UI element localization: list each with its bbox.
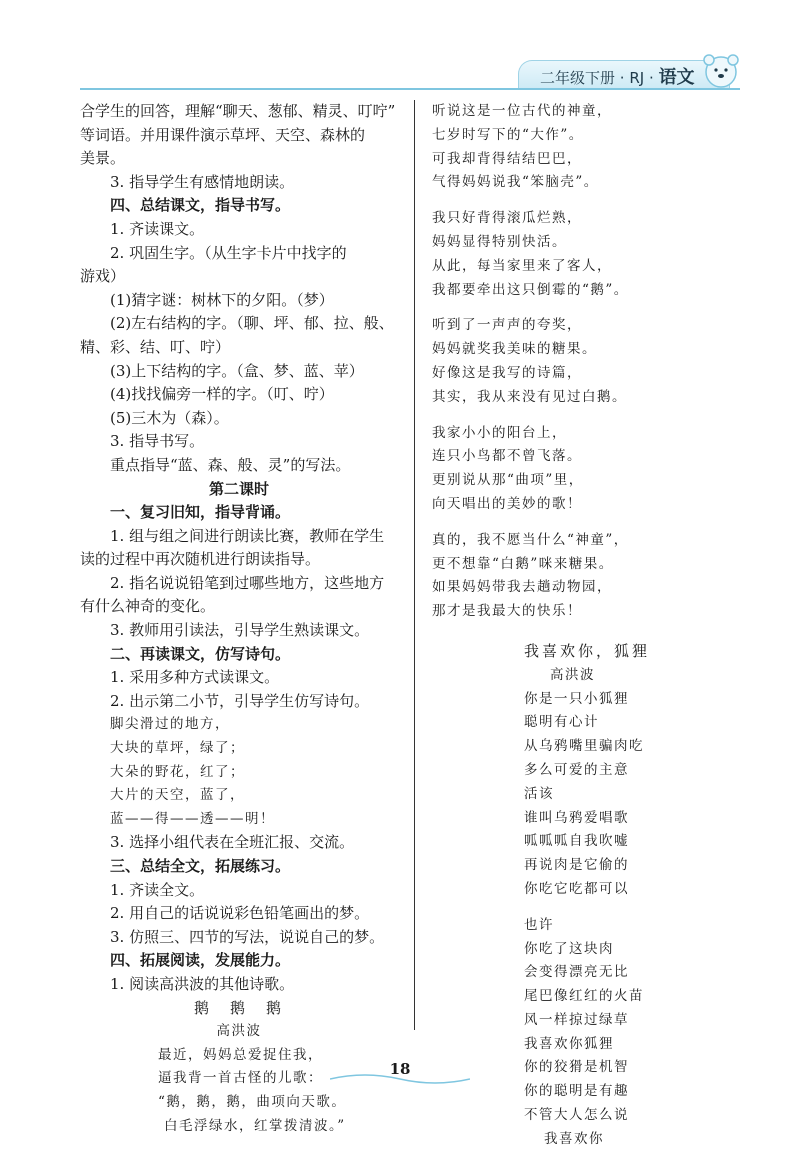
poem-line: 白毛浮绿水，红掌拨清波。”: [164, 1117, 346, 1134]
right-column: [432, 100, 732, 1152]
subject-label: 语文: [658, 67, 695, 88]
poem-line: 大片的天空，蓝了，: [110, 787, 245, 804]
poem-line: 逼我背一首古怪的儿歌：: [158, 1070, 323, 1087]
poem-line: 气得妈妈说我“笨脑壳”。: [432, 174, 599, 191]
poem-line: 呱呱呱自我吹嘘: [524, 833, 629, 850]
poem-line: 聪明有心计: [524, 714, 599, 731]
text-line: 重点指导“蓝、森、般、灵”的写法。: [110, 455, 351, 474]
text-line: (4)找找偏旁一样的字。（叮、咛）: [110, 385, 334, 404]
separator: ·: [649, 69, 654, 87]
lesson-title: 第二课时: [208, 479, 269, 498]
text-line: 1. 阅读高洪波的其他诗歌。: [110, 974, 295, 993]
poem-line: 大朵的野花，红了；: [110, 763, 245, 780]
poem-line: 从此，每当家里来了客人，: [432, 257, 612, 274]
text-line: 1. 齐读课文。: [110, 219, 205, 238]
poem-line: 更别说从那“曲项”里，: [432, 472, 584, 489]
text-line: 1. 组与组之间进行朗读比赛，教师在学生: [110, 526, 385, 545]
header-rule: [80, 88, 740, 90]
poem-line: 大块的草坪，绿了；: [110, 740, 245, 757]
text-line: 1. 采用多种方式读课文。: [110, 668, 280, 687]
book-grade: 二年级下册: [540, 69, 616, 87]
poem-line: 可我却背得结结巴巴，: [432, 150, 582, 167]
text-line: 3. 选择小组代表在全班汇报、交流。: [110, 833, 355, 852]
poem-line: 你的狡猾是机智: [524, 1059, 629, 1076]
poem-line: 其实，我从来没有见过白鹅。: [432, 388, 627, 405]
poem-line: 更不想靠“白鹅”咪来糖果。: [432, 555, 614, 572]
text-line: 2. 指名说说铅笔到过哪些地方，这些地方: [110, 573, 385, 592]
column-divider: [414, 100, 415, 1030]
poem-line: 真的，我不愿当什么“神童”，: [432, 531, 629, 548]
poem-line: 我家小小的阳台上，: [432, 424, 567, 441]
poem-line: 再说肉是它偷的: [524, 857, 629, 874]
poem-author: 高洪波: [550, 666, 595, 683]
text-line: (3)上下结构的字。（盒、梦、蓝、苹）: [110, 361, 364, 380]
poem-title: 鹅 鹅 鹅: [193, 998, 284, 1017]
text-line: 2. 用自己的话说说彩色铅笔画出的梦。: [110, 904, 370, 923]
text-line: (1)猜字谜：树林下的夕阳。（梦）: [110, 290, 334, 309]
bear-mascot-icon: [700, 48, 742, 90]
poem-line: 从乌鸦嘴里骗肉吃: [524, 738, 644, 755]
poem-line: 向天唱出的美妙的歌！: [432, 495, 582, 512]
text-line: 游戏）: [80, 267, 126, 286]
poem-author: 高洪波: [216, 1023, 262, 1040]
poem-line: 听说这是一位古代的神童，: [432, 103, 612, 119]
section-heading: 三、总结全文，拓展练习。: [110, 857, 291, 875]
poem-line: 我喜欢你: [544, 1130, 604, 1147]
page-header: [0, 0, 800, 100]
poem-line: 风一样掠过绿草: [524, 1011, 629, 1028]
poem-title: 我喜欢你，狐狸: [524, 641, 651, 660]
section-heading: 二、再读课文，仿写诗句。: [110, 644, 291, 663]
section-heading: 四、总结课文，指导书写。: [110, 196, 291, 215]
poem-line: 谁叫乌鸦爱唱歌: [524, 809, 629, 826]
text-line: 合学生的回答，理解“聊天、葱郁、精灵、叮咛”: [80, 102, 396, 120]
text-line: 3. 教师用引读法，引导学生熟读课文。: [110, 621, 370, 640]
poem-line: 会变得漂亮无比: [524, 964, 629, 981]
poem-line: 你吃它吃都可以: [524, 880, 629, 897]
text-line: 精、彩、结、叮、咛）: [80, 337, 231, 356]
poem-line: 蓝——得——透——明！: [110, 810, 275, 827]
poem-line: 妈妈显得特别快活。: [432, 233, 567, 250]
separator: ·: [619, 69, 625, 87]
text-line: (5)三木为（森）。: [110, 408, 229, 427]
text-line: 读的过程中再次随机进行朗读指导。: [80, 550, 321, 569]
poem-line: “鹅，鹅，鹅，曲项向天歌。: [158, 1093, 347, 1110]
poem-line: 脚尖滑过的地方，: [110, 716, 230, 733]
page-number: 18: [389, 1060, 411, 1078]
poem-line: 尾巴像红红的火苗: [524, 988, 644, 1005]
left-column: [80, 100, 398, 1138]
text-line: 3. 指导书写。: [110, 432, 205, 451]
text-line: 1. 齐读全文。: [110, 880, 205, 899]
header-label: [540, 63, 695, 89]
poem-line: 你是一只小狐狸: [524, 690, 629, 707]
poem-line: 也许: [524, 916, 554, 933]
poem-line: 最近，妈妈总爱捉住我，: [158, 1046, 323, 1063]
text-line: 3. 仿照三、四节的写法，说说自己的梦。: [110, 927, 385, 946]
text-line: 2. 出示第二小节，引导学生仿写诗句。: [110, 691, 370, 710]
poem-line: 七岁时写下的“大作”。: [432, 126, 584, 143]
poem-line: 好像这是我写的诗篇，: [432, 364, 582, 381]
text-line: (2)左右结构的字。（聊、坪、郁、拉、般、: [110, 314, 394, 333]
poem-line: 听到了一声声的夸奖，: [432, 317, 582, 334]
section-heading: 四、拓展阅读，发展能力。: [110, 951, 291, 970]
poem-line: 那才是我最大的快乐！: [432, 603, 582, 620]
poem-line: 活该: [524, 785, 554, 802]
poem-line: 我都要牵出这只倒霉的“鹅”。: [432, 281, 629, 298]
section-heading: 一、复习旧知，指导背诵。: [110, 503, 291, 522]
text-line: 有什么神奇的变化。: [80, 597, 216, 616]
edition-label: RJ: [629, 69, 645, 87]
text-line: 等词语。并用课件演示草坪、天空、森林的: [80, 125, 366, 144]
poem-line: 多么可爱的主意: [524, 761, 629, 778]
poem-line: 你吃了这块肉: [524, 940, 614, 957]
poem-line: 如果妈妈带我去趟动物园，: [432, 579, 612, 596]
poem-line: 我喜欢你狐狸: [524, 1035, 614, 1052]
poem-line: 不管大人怎么说: [524, 1107, 629, 1124]
poem-line: 我只好背得滚瓜烂熟，: [432, 210, 582, 227]
poem-line: 连只小鸟都不曾飞落。: [432, 448, 582, 465]
poem-line: 妈妈就奖我美味的糖果。: [432, 341, 597, 358]
poem-line: 你的聪明是有趣: [524, 1083, 629, 1100]
text-line: 3. 指导学生有感情地朗读。: [110, 172, 295, 191]
text-line: 2. 巩固生字。（从生字卡片中找字的: [110, 243, 347, 262]
text-line: 美景。: [80, 149, 126, 168]
